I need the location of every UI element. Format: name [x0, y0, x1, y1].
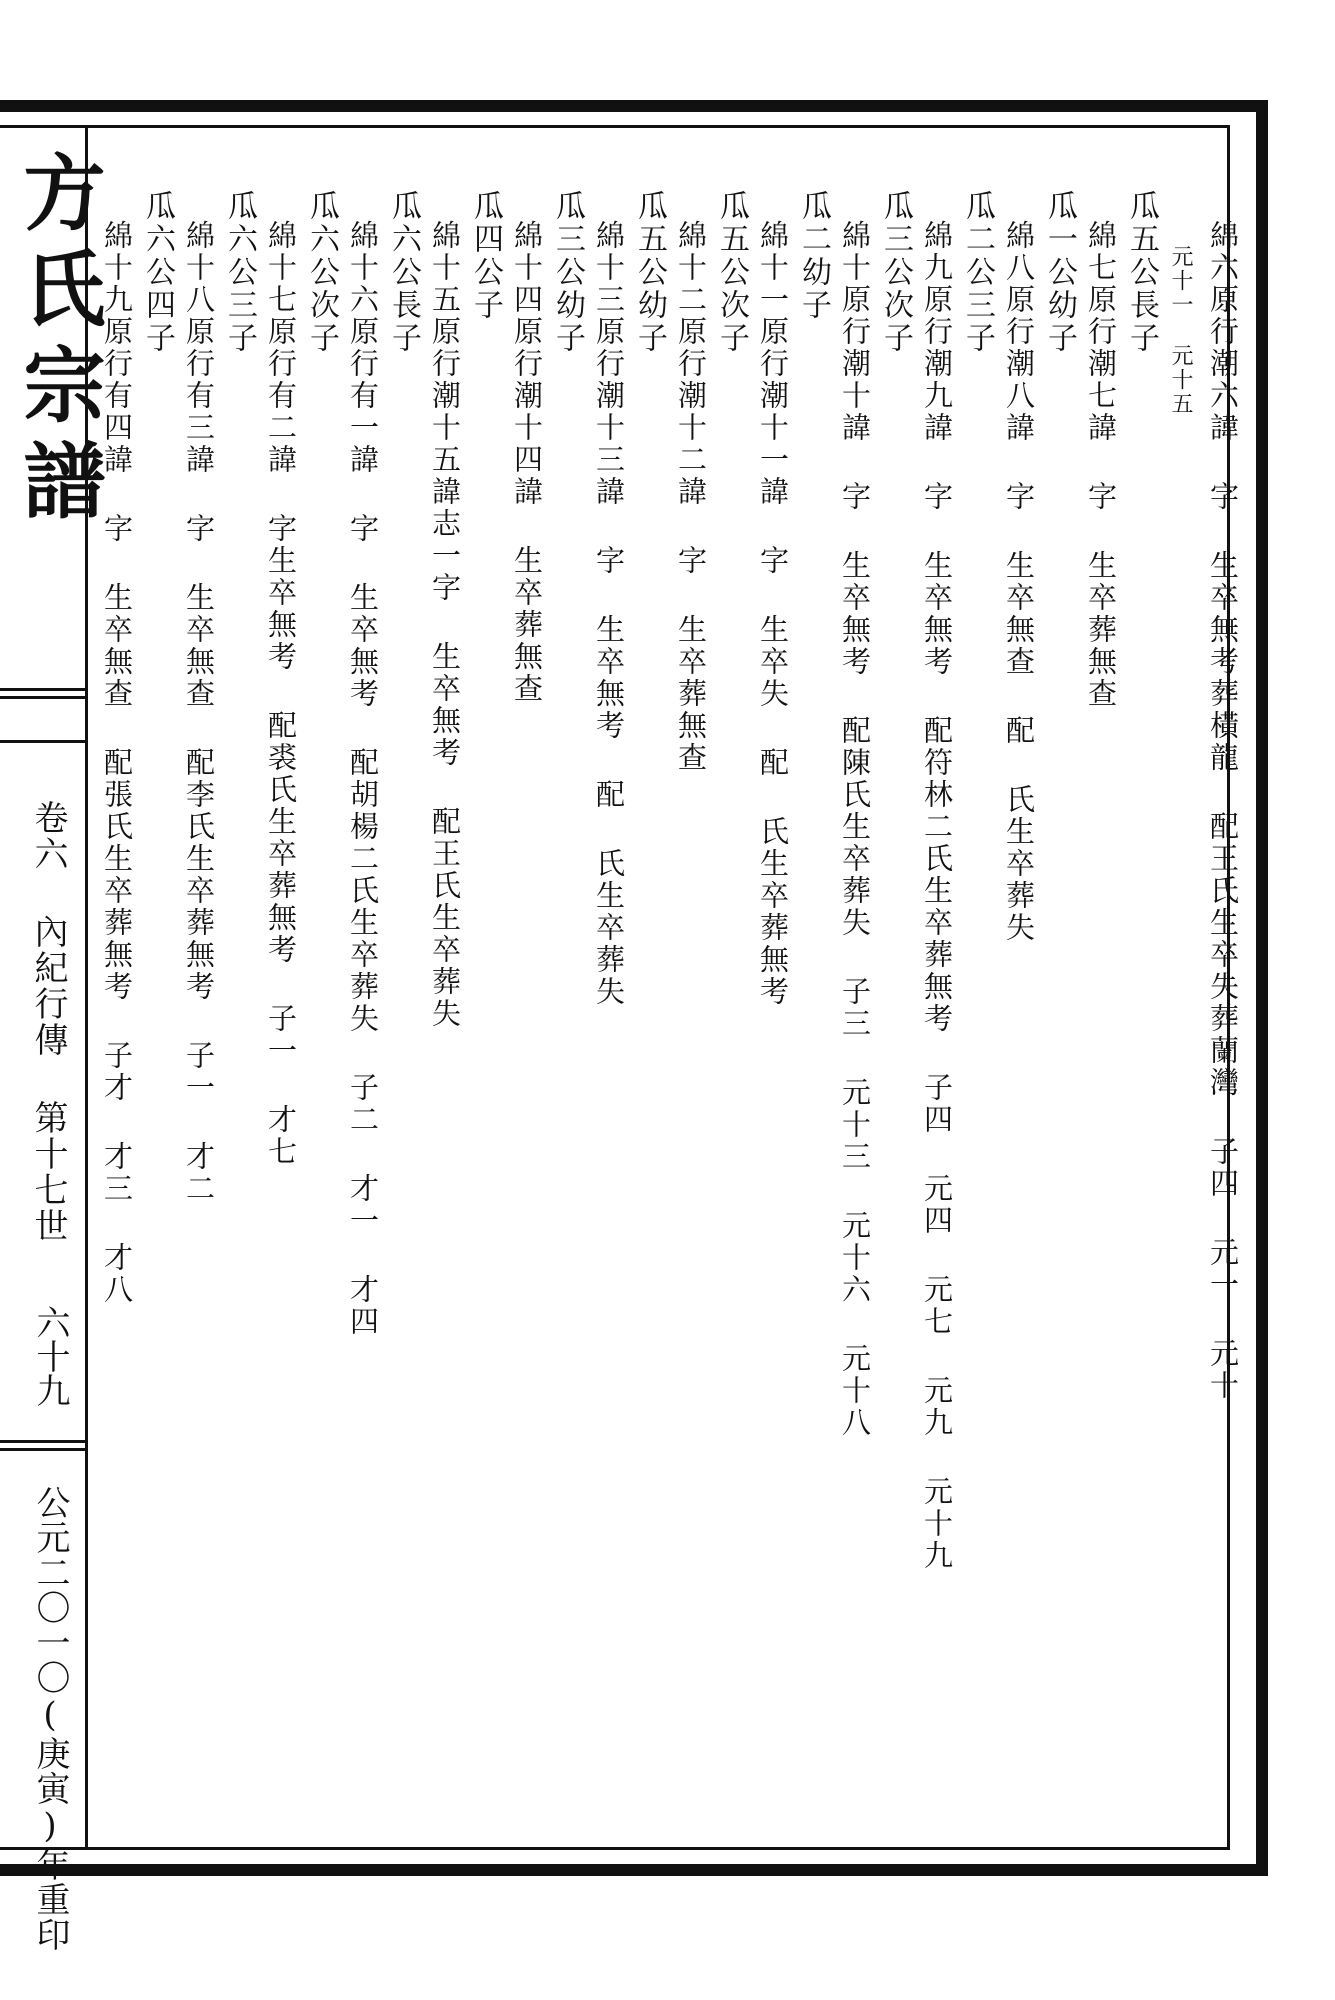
- entry-text-column: 綿十八原行有三諱 字 生卒無查 配李氏生卒葬無考 子一 才二: [182, 220, 216, 1205]
- entry-text-column: 綿十二原行潮十二諱 字 生卒葬無查: [674, 220, 708, 774]
- lineage-heading: 瓜三公次子: [878, 190, 913, 355]
- lineage-heading: 瓜五公長子: [1124, 190, 1159, 355]
- lineage-heading: 瓜六公四子: [140, 190, 175, 355]
- entry-text-column: 綿十四原行潮十四諱 生卒葬無查: [510, 220, 544, 705]
- entry-text-column: 綿十一原行潮十一諱 字 生卒失 配 氏生卒葬無考: [756, 220, 790, 1008]
- lineage-heading: 瓜二幼子: [796, 190, 831, 322]
- lineage-heading: 瓜三公幼子: [550, 190, 585, 355]
- spine-divider-bottom: [0, 1440, 88, 1443]
- volume-label: 卷六 內紀行傳 第十七世: [28, 800, 68, 1244]
- lineage-heading: 瓜四公子: [468, 190, 503, 322]
- spine-divider-top-2: [0, 696, 88, 699]
- entry-text-column: 綿十七原行有二諱 字生卒無考 配裘氏生卒葬無考 子一 才七: [264, 220, 298, 1168]
- lineage-heading: 瓜六公次子: [304, 190, 339, 355]
- entry-text-column: 綿十六原行有一諱 字 生卒無考 配胡楊二氏生卒葬失 子二 才一 才四: [346, 220, 380, 1338]
- page-number: 六十九: [30, 1305, 70, 1407]
- entry-text-column: 綿八原行潮八諱 字 生卒無查 配 氏生卒葬失: [1002, 220, 1036, 944]
- reprint-note: 公元二〇一〇(庚寅)年重印: [30, 1485, 70, 1952]
- spine-divider-bottom-2: [0, 1448, 88, 1451]
- entry-text-column: 綿十九原行有四諱 字 生卒無查 配張氏生卒葬無考 子才 才三 才八: [100, 220, 134, 1306]
- entry-text-column: 綿十原行潮十諱 字 生卒無考 配陳氏生卒葬失 子三 元十三 元十六 元十八: [838, 220, 872, 1439]
- book-title: 方氏宗譜: [10, 150, 106, 534]
- entry-text-column: 綿十五原行潮十五諱志一字 生卒無考 配王氏生卒葬失: [428, 220, 462, 1030]
- entry-text-column: 元十一 元十五: [1168, 245, 1193, 416]
- lineage-heading: 瓜一公幼子: [1042, 190, 1077, 355]
- spine-divider-top-3: [0, 740, 88, 743]
- entry-text-column: 綿九原行潮九諱 字 生卒無考 配符林二氏生卒葬無考 子四 元四 元七 元九 元十九: [920, 220, 954, 1572]
- lineage-heading: 瓜五公幼子: [632, 190, 667, 355]
- entry-text-column: 綿六原行潮六諱 字 生卒無考葬橫龍 配王氏生卒失葬蘭灣 子四 元一 元十: [1206, 220, 1240, 1402]
- genealogy-entries: [100, 190, 1240, 1840]
- entry-text-column: 綿十三原行潮十三諱 字 生卒無考 配 氏生卒葬失: [592, 220, 626, 1008]
- lineage-heading: 瓜六公長子: [386, 190, 421, 355]
- lineage-heading: 瓜五公次子: [714, 190, 749, 355]
- entry-text-column: 綿七原行潮七諱 字 生卒葬無查: [1084, 220, 1118, 710]
- lineage-heading: 瓜二公三子: [960, 190, 995, 355]
- spine-divider-top: [0, 688, 88, 691]
- lineage-heading: 瓜六公三子: [222, 190, 257, 355]
